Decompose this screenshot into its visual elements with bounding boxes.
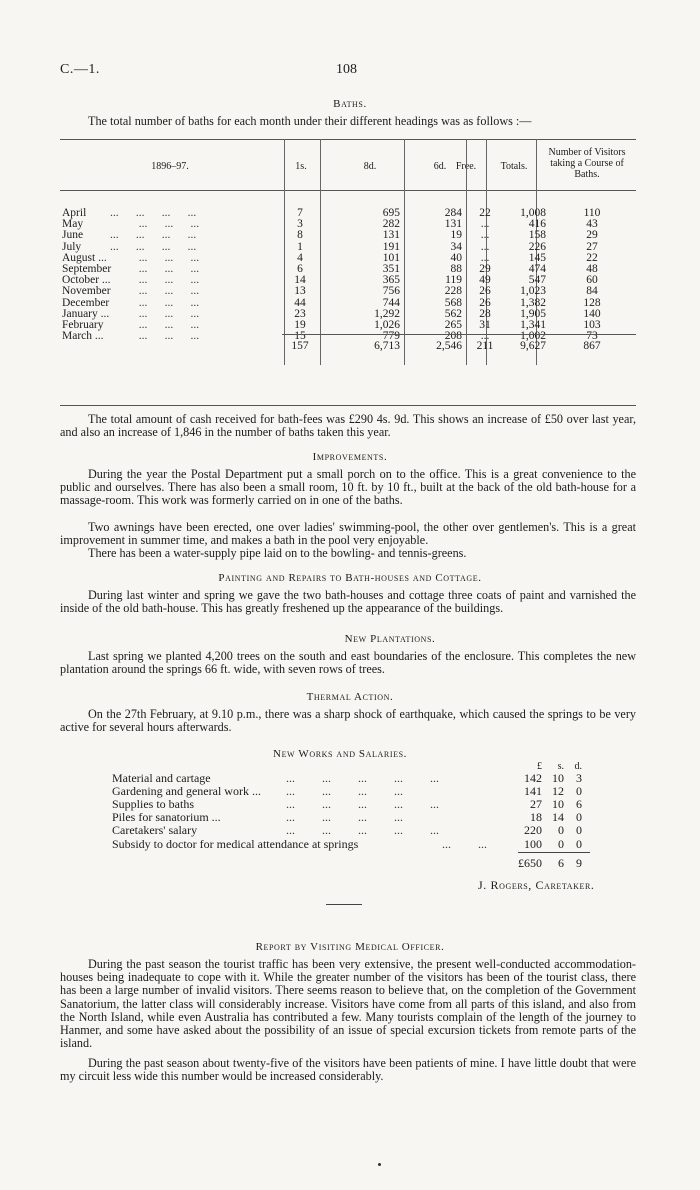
col-6d: 6d. <box>433 161 447 172</box>
cell-total: 145 <box>528 251 546 264</box>
totals-row <box>60 341 636 353</box>
leader-dots: ... ... ... <box>110 218 200 231</box>
cell-8d: 695 <box>382 207 400 219</box>
leader-dots: ... ... ... <box>110 296 200 309</box>
works-total-shillings: 6 <box>558 856 564 870</box>
cell-free: ... <box>480 251 490 264</box>
works-item <box>112 772 592 785</box>
bottom-dot <box>378 1163 381 1166</box>
leader-dots: ... ... ... ... <box>110 229 197 242</box>
col-8d: 8d. <box>363 161 377 172</box>
leader-dots: ... ... ... ... <box>110 240 197 253</box>
cell-6d: 228 <box>444 285 462 298</box>
leader-dots: ... ... ... <box>110 274 200 287</box>
total-1s: 157 <box>291 340 309 352</box>
cell-visitors: 140 <box>583 307 601 320</box>
leader-dots: ... ... ... ... <box>286 784 403 799</box>
cell-8d: 101 <box>382 251 400 264</box>
cell-visitors: 27 <box>586 240 598 253</box>
month-cell: July <box>62 240 82 253</box>
cell-total: 1,905 <box>520 307 546 320</box>
cell-total: 158 <box>528 229 546 242</box>
cell-visitors: 22 <box>586 251 598 264</box>
shillings-header: s. <box>557 761 564 772</box>
month-cell: August ... <box>62 251 107 264</box>
col-totals: Totals. <box>500 161 528 172</box>
month-cell: April <box>62 207 87 219</box>
table-top-rule <box>60 139 636 140</box>
cell-total: 1,002 <box>520 330 546 343</box>
cell-visitors: 43 <box>586 218 598 231</box>
month-cell: October ... <box>62 274 111 287</box>
cell-visitors: 60 <box>586 274 598 287</box>
cell-1s: 19 <box>294 319 306 331</box>
report-p1 <box>60 958 636 1050</box>
month-cell: February <box>62 319 104 331</box>
pounds-header: £ <box>537 761 542 772</box>
plantations-p1 <box>60 650 636 676</box>
cell-total: 1,382 <box>520 296 546 309</box>
cell-visitors: 48 <box>586 263 598 275</box>
cell-1s: 14 <box>294 274 306 287</box>
cell-total: 226 <box>528 240 546 253</box>
leader-dots: ... ... ... <box>110 263 200 275</box>
cell-free: ... <box>480 218 490 231</box>
cell-6d: 284 <box>444 207 462 219</box>
works-item-label: Material and cartage <box>112 771 211 785</box>
works-total-rule <box>518 852 590 853</box>
thermal-p1-text: On the 27th February, at 9.10 p.m., there was a sharp shock of earthquake, which caused the springs to be very active for several hours afterwards. <box>60 707 636 735</box>
pence-header: d. <box>574 761 582 772</box>
report-p2 <box>60 1057 636 1083</box>
cell-1s: 8 <box>297 229 303 242</box>
cell-1s: 3 <box>297 218 303 231</box>
total-totals: 9,627 <box>520 340 546 352</box>
cell-1s: 23 <box>294 307 306 320</box>
cell-visitors: 110 <box>583 207 601 219</box>
works-item-shillings: 10 <box>552 771 564 785</box>
cell-1s: 7 <box>297 207 303 219</box>
improvements-p2 <box>60 521 636 547</box>
report-p2-text: During the past season about twenty-five of the visitors have been patients of mine. I have little doubt that were my circuit less wide this number would be increased considerably. <box>60 1056 636 1084</box>
cell-1s: 15 <box>294 330 306 343</box>
leader-dots: ... ... ... <box>110 307 200 320</box>
works-item-label: Supplies to baths <box>112 797 195 812</box>
cell-free: 22 <box>479 207 491 219</box>
cell-6d: 40 <box>450 251 462 264</box>
works-item-pence: 0 <box>576 784 582 799</box>
works-item-pence: 6 <box>576 797 582 812</box>
works-item-label: Piles for sanatorium ... <box>112 810 221 825</box>
month-cell: March ... <box>62 330 104 343</box>
cell-total: 547 <box>528 274 546 287</box>
month-cell: January ... <box>62 307 110 320</box>
cell-total: 416 <box>528 218 546 231</box>
works-heading: New Works and Salaries. <box>273 748 407 760</box>
cash-paragraph <box>60 413 636 439</box>
month-cell: May <box>62 218 84 231</box>
works-item <box>112 798 592 811</box>
cell-visitors: 73 <box>586 330 598 343</box>
cell-8d: 365 <box>382 274 400 287</box>
cell-total: 474 <box>528 263 546 275</box>
baths-heading: Baths. <box>333 98 367 110</box>
works-item-pence: 0 <box>576 810 582 825</box>
leader-dots: ... ... ... <box>110 330 200 343</box>
cell-visitors: 84 <box>586 285 598 298</box>
works-item-pounds: 220 <box>524 823 542 838</box>
cell-visitors: 29 <box>586 229 598 242</box>
cell-8d: 351 <box>382 263 400 275</box>
cell-6d: 119 <box>445 274 462 287</box>
cell-1s: 13 <box>294 285 306 298</box>
section-separator <box>326 904 362 905</box>
leader-dots: ... ... ... ... ... <box>286 797 439 812</box>
works-item-label: Subsidy to doctor for medical attendance at springs <box>112 836 359 851</box>
cell-6d: 19 <box>450 229 462 242</box>
cell-free: 49 <box>479 274 491 287</box>
cell-visitors: 128 <box>583 296 601 309</box>
improvements-p1-text: During the year the Postal Department put a small porch on to the office. This is a great convenience to the public and ourselves. There has also been a small room, 10 ft. by 10 ft., built at the back of the old bath-house for a massage-room. This work was formerly carried on in one of the baths. <box>60 467 636 508</box>
works-item-label: Gardening and general work ... <box>112 784 261 799</box>
works-item-shillings: 12 <box>552 784 564 799</box>
cell-6d: 34 <box>450 240 462 253</box>
works-item-shillings: 10 <box>552 797 564 812</box>
cell-8d: 1,292 <box>374 307 400 320</box>
works-item-pence: 3 <box>576 771 582 785</box>
plantations-heading: New Plantations. <box>344 633 436 645</box>
works-item-pounds: 18 <box>530 810 542 825</box>
month-cell: November <box>62 285 111 298</box>
col-visitors: Number of Visitors taking a Course of Baths. <box>548 147 626 180</box>
cell-total: 1,341 <box>520 319 546 331</box>
thermal-heading: Thermal Action. <box>306 691 394 703</box>
col-free: Free. <box>455 161 477 172</box>
cell-free: 26 <box>479 285 491 298</box>
col-1s: 1s. <box>295 161 307 172</box>
cell-total: 1,023 <box>520 285 546 298</box>
cell-6d: 568 <box>444 296 462 309</box>
works-item <box>112 785 592 798</box>
cash-text: The total amount of cash received for bath-fees was £290 4s. 9d. This shows an increase of £50 over last year, and also an increase of 1,846 in the number of baths taken this year. <box>60 412 636 440</box>
cell-8d: 191 <box>382 240 400 253</box>
plantations-p1-text: Last spring we planted 4,200 trees on the south and east boundaries of the enclosure. This completes the new plantation around the springs 66 ft. wide, with seven rows of trees. <box>60 649 636 677</box>
cell-6d: 265 <box>444 319 462 331</box>
cell-free: ... <box>480 330 490 343</box>
cell-1s: 6 <box>297 263 303 275</box>
leader-dots: ... ... ... <box>110 319 200 331</box>
works-item-shillings: 14 <box>552 810 564 825</box>
totals-rule <box>282 334 636 335</box>
total-free: 211 <box>476 340 494 352</box>
works-item <box>112 811 592 824</box>
painting-p1-text: During last winter and spring we gave the two bath-houses and cottage three coats of paint and varnished the inside of the old bath-house. This has greatly freshened up the appearance of the buildings. <box>60 588 636 616</box>
total-8d: 6,713 <box>374 340 400 352</box>
cell-free: 26 <box>479 296 491 309</box>
cell-visitors: 103 <box>583 319 601 331</box>
cell-free: 29 <box>479 263 491 275</box>
works-item-pence: 0 <box>576 836 582 851</box>
cell-6d: 562 <box>444 307 462 320</box>
improvements-p2-text: Two awnings have been erected, one over ladies' swimming-pool, the other over gentlemen's. This is a great improvement in summer time, and makes a bath in the pool very enjoyable. <box>60 520 636 548</box>
improvements-p3 <box>60 547 636 560</box>
works-item-pence: 0 <box>576 823 582 838</box>
leader-dots: ... ... ... ... ... <box>286 823 439 838</box>
col-year: 1896–97. <box>151 161 189 172</box>
table-header-rule <box>60 190 636 191</box>
works-item <box>112 824 592 837</box>
works-item-shillings: 0 <box>558 836 564 851</box>
works-total-pounds: £650 <box>518 856 542 870</box>
cell-8d: 756 <box>382 285 400 298</box>
cell-8d: 744 <box>382 296 400 309</box>
painting-heading: Painting and Repairs to Bath-houses and Cottage. <box>218 572 482 584</box>
baths-intro: The total number of baths for each month under their different headings was as follows :— <box>88 114 532 128</box>
works-total-row <box>112 857 592 870</box>
cell-6d: 208 <box>444 330 462 343</box>
works-item <box>112 838 592 851</box>
cell-1s: 4 <box>297 251 303 264</box>
works-item-pounds: 100 <box>524 836 542 851</box>
improvements-p3-text: There has been a water-supply pipe laid on to the bowling- and tennis-greens. <box>88 546 467 560</box>
cell-6d: 131 <box>444 218 462 231</box>
improvements-heading: Improvements. <box>312 451 388 463</box>
leader-dots: ... ... ... ... ... <box>286 771 439 785</box>
cell-free: 28 <box>479 307 491 320</box>
painting-p1 <box>60 589 636 615</box>
leader-dots: ... ... ... <box>110 251 200 264</box>
document-code: C.—1. <box>60 62 100 77</box>
thermal-p1 <box>60 708 636 734</box>
leader-dots: ... ... ... ... <box>286 810 403 825</box>
month-cell: December <box>62 296 110 309</box>
cell-8d: 1,026 <box>374 319 400 331</box>
table-bottom-rule <box>60 405 636 406</box>
report-heading: Report by Visiting Medical Officer. <box>255 941 445 953</box>
works-item-pounds: 142 <box>524 771 542 785</box>
leader-dots: ... ... ... <box>110 285 200 298</box>
cell-1s: 44 <box>294 296 306 309</box>
page-number: 108 <box>336 62 357 77</box>
works-item-pounds: 141 <box>524 784 542 799</box>
total-6d: 2,546 <box>436 340 462 352</box>
works-item-shillings: 0 <box>558 823 564 838</box>
cell-free: ... <box>480 240 490 253</box>
improvements-p1 <box>60 468 636 508</box>
works-item-pounds: 27 <box>530 797 542 812</box>
works-total-pence: 9 <box>576 856 582 870</box>
cell-6d: 88 <box>450 263 462 275</box>
total-visitors: 867 <box>583 340 601 352</box>
leader-dots: ... ... ... ... <box>110 207 197 219</box>
month-cell: June <box>62 229 84 242</box>
leader-dots: ... ... <box>442 836 487 851</box>
cell-free: ... <box>480 229 490 242</box>
cell-8d: 131 <box>382 229 400 242</box>
month-cell: September <box>62 263 112 275</box>
cell-total: 1,008 <box>520 207 546 219</box>
report-p1-text: During the past season the tourist traffic has been very extensive, the present well-conducted accommodation-houses being inadequate to cope with it. While the greater number of the visitors has been of the tourist class, there has been a large number of invalid visitors. There seems reason to believe that, on the completion of the Government Sanatorium, the latter class will considerably increase. Visitors have come from all parts of this island, and also from the North Island, while even Australia has contributed a few. Many tourists complain of the length of the journey to Hanmer, and some have asked about the possibility of an issue of special excursion tickets from remote parts of the island. <box>60 957 636 1051</box>
cell-free: 31 <box>479 319 491 331</box>
caretaker-signature: J. Rogers, Caretaker. <box>478 878 595 892</box>
works-item-label: Caretakers' salary <box>112 823 198 838</box>
cell-8d: 779 <box>382 330 400 343</box>
cell-8d: 282 <box>382 218 400 231</box>
cell-1s: 1 <box>297 240 303 253</box>
